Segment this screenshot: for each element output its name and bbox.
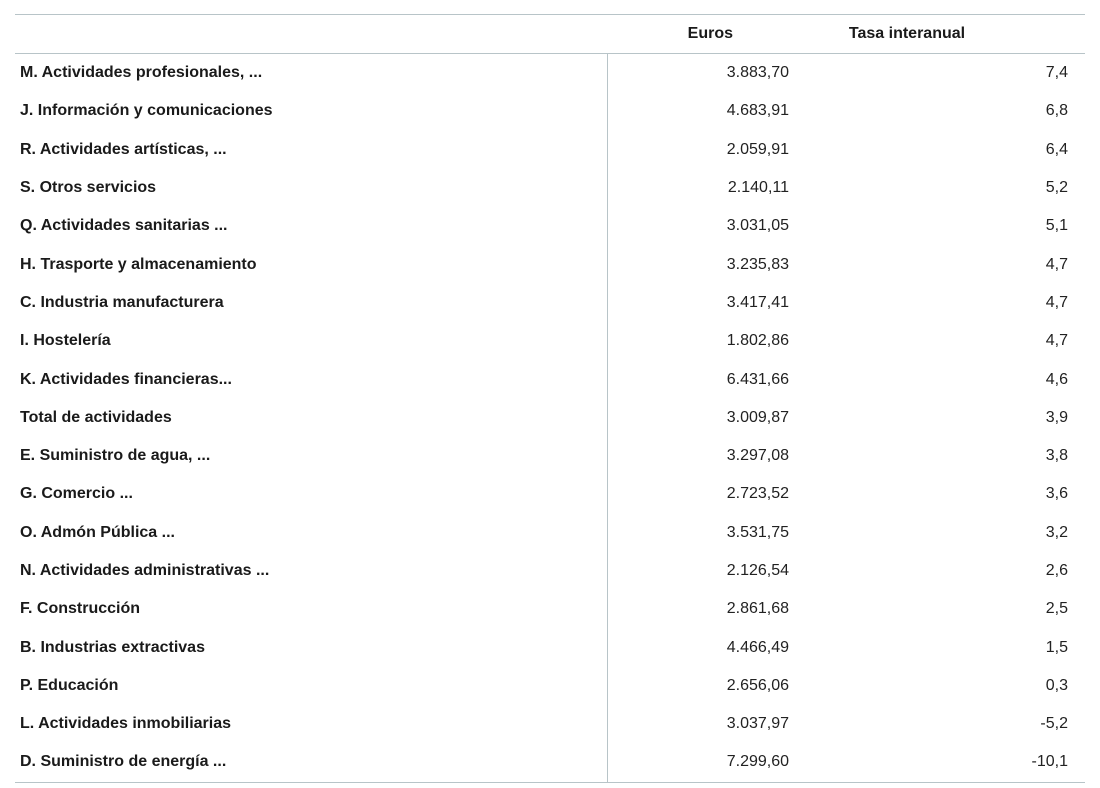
row-label: R. Actividades artísticas, ... <box>15 131 607 169</box>
row-euros: 4.466,49 <box>726 638 789 656</box>
table-row <box>15 131 1085 169</box>
row-euros: 3.417,41 <box>726 293 789 311</box>
row-label: F. Construcción <box>15 590 607 628</box>
row-euros: 1.802,86 <box>726 332 789 350</box>
row-rate: 4,6 <box>1045 370 1068 388</box>
salary-table <box>15 15 1085 782</box>
row-euros: 3.009,87 <box>726 408 789 426</box>
table-row <box>15 667 1085 705</box>
row-label: M. Actividades profesionales, ... <box>15 54 607 93</box>
row-euros: 6.431,66 <box>726 370 789 388</box>
row-rate: 5,1 <box>1045 217 1068 235</box>
row-euros: 4.683,91 <box>726 102 789 120</box>
table-body <box>15 54 1085 782</box>
row-rate: 6,8 <box>1045 102 1068 120</box>
header-row <box>15 15 1085 54</box>
row-euros: 7.299,60 <box>726 753 789 771</box>
row-rate: 3,2 <box>1045 523 1068 541</box>
row-euros: 2.126,54 <box>726 562 789 579</box>
row-rate: 2,5 <box>1045 600 1068 618</box>
row-rate: 0,3 <box>1045 676 1068 694</box>
row-label: P. Educación <box>15 667 607 705</box>
row-label: N. Actividades administrativas ... <box>15 552 607 590</box>
table-row <box>15 322 1085 360</box>
table-row <box>15 169 1085 207</box>
row-label: E. Suministro de agua, ... <box>15 437 607 475</box>
row-rate: 5,2 <box>1045 179 1068 197</box>
row-euros: 3.531,75 <box>726 523 789 541</box>
row-rate: 7,4 <box>1045 64 1068 82</box>
row-euros: 3.031,05 <box>726 217 789 235</box>
row-rate: 6,4 <box>1045 140 1068 158</box>
salary-table-container <box>15 14 1085 783</box>
row-label: L. Actividades inmobiliarias <box>15 705 607 743</box>
row-rate: 4,7 <box>1045 332 1068 350</box>
row-label: S. Otros servicios <box>15 169 607 207</box>
row-label: I. Hostelería <box>15 322 607 360</box>
row-euros: 3.235,83 <box>726 255 789 273</box>
table-row <box>15 399 1085 437</box>
row-euros: 3.883,70 <box>726 64 789 82</box>
row-rate: 3,8 <box>1045 447 1068 465</box>
table-header <box>15 15 1085 54</box>
row-rate: 4,7 <box>1045 255 1068 273</box>
table-row <box>15 628 1085 666</box>
row-rate: 1,5 <box>1045 638 1068 656</box>
header-label <box>15 15 607 54</box>
table-row <box>15 92 1085 130</box>
row-rate: 3,9 <box>1045 408 1068 426</box>
row-label: H. Trasporte y almacenamiento <box>15 245 607 283</box>
row-euros: 2.140,11 <box>727 179 789 197</box>
table-row <box>15 437 1085 475</box>
row-euros: 3.297,08 <box>726 447 789 465</box>
row-rate: 3,6 <box>1045 485 1068 503</box>
table-row <box>15 514 1085 552</box>
table-row <box>15 705 1085 743</box>
row-label: J. Información y comunicaciones <box>15 92 607 130</box>
row-rate: -5,2 <box>1040 715 1068 733</box>
table-row <box>15 245 1085 283</box>
row-label: O. Admón Pública ... <box>15 514 607 552</box>
row-label: G. Comercio ... <box>15 475 607 513</box>
table-row <box>15 475 1085 513</box>
table-row <box>15 743 1085 781</box>
table-row <box>15 590 1085 628</box>
table-row <box>15 360 1085 398</box>
row-euros: 2.059,91 <box>726 140 789 158</box>
row-rate: -10,1 <box>1031 753 1068 771</box>
row-label: Total de actividades <box>15 399 607 437</box>
row-rate: 4,7 <box>1045 293 1068 311</box>
table-row <box>15 284 1085 322</box>
row-rate: 2,6 <box>1045 562 1068 579</box>
row-euros: 2.723,52 <box>726 485 789 503</box>
row-label: B. Industrias extractivas <box>15 628 607 666</box>
row-euros: 2.656,06 <box>726 676 789 694</box>
table-row <box>15 552 1085 590</box>
table-row <box>15 54 1085 93</box>
row-euros: 2.861,68 <box>726 600 789 618</box>
header-euros: Euros <box>607 15 789 54</box>
table-row <box>15 207 1085 245</box>
header-rate: Tasa interanual <box>789 15 1085 54</box>
row-label: D. Suministro de energía ... <box>15 743 607 781</box>
row-label: C. Industria manufacturera <box>15 284 607 322</box>
row-euros: 3.037,97 <box>726 715 789 733</box>
row-label: K. Actividades financieras... <box>15 360 607 398</box>
row-label: Q. Actividades sanitarias ... <box>15 207 607 245</box>
